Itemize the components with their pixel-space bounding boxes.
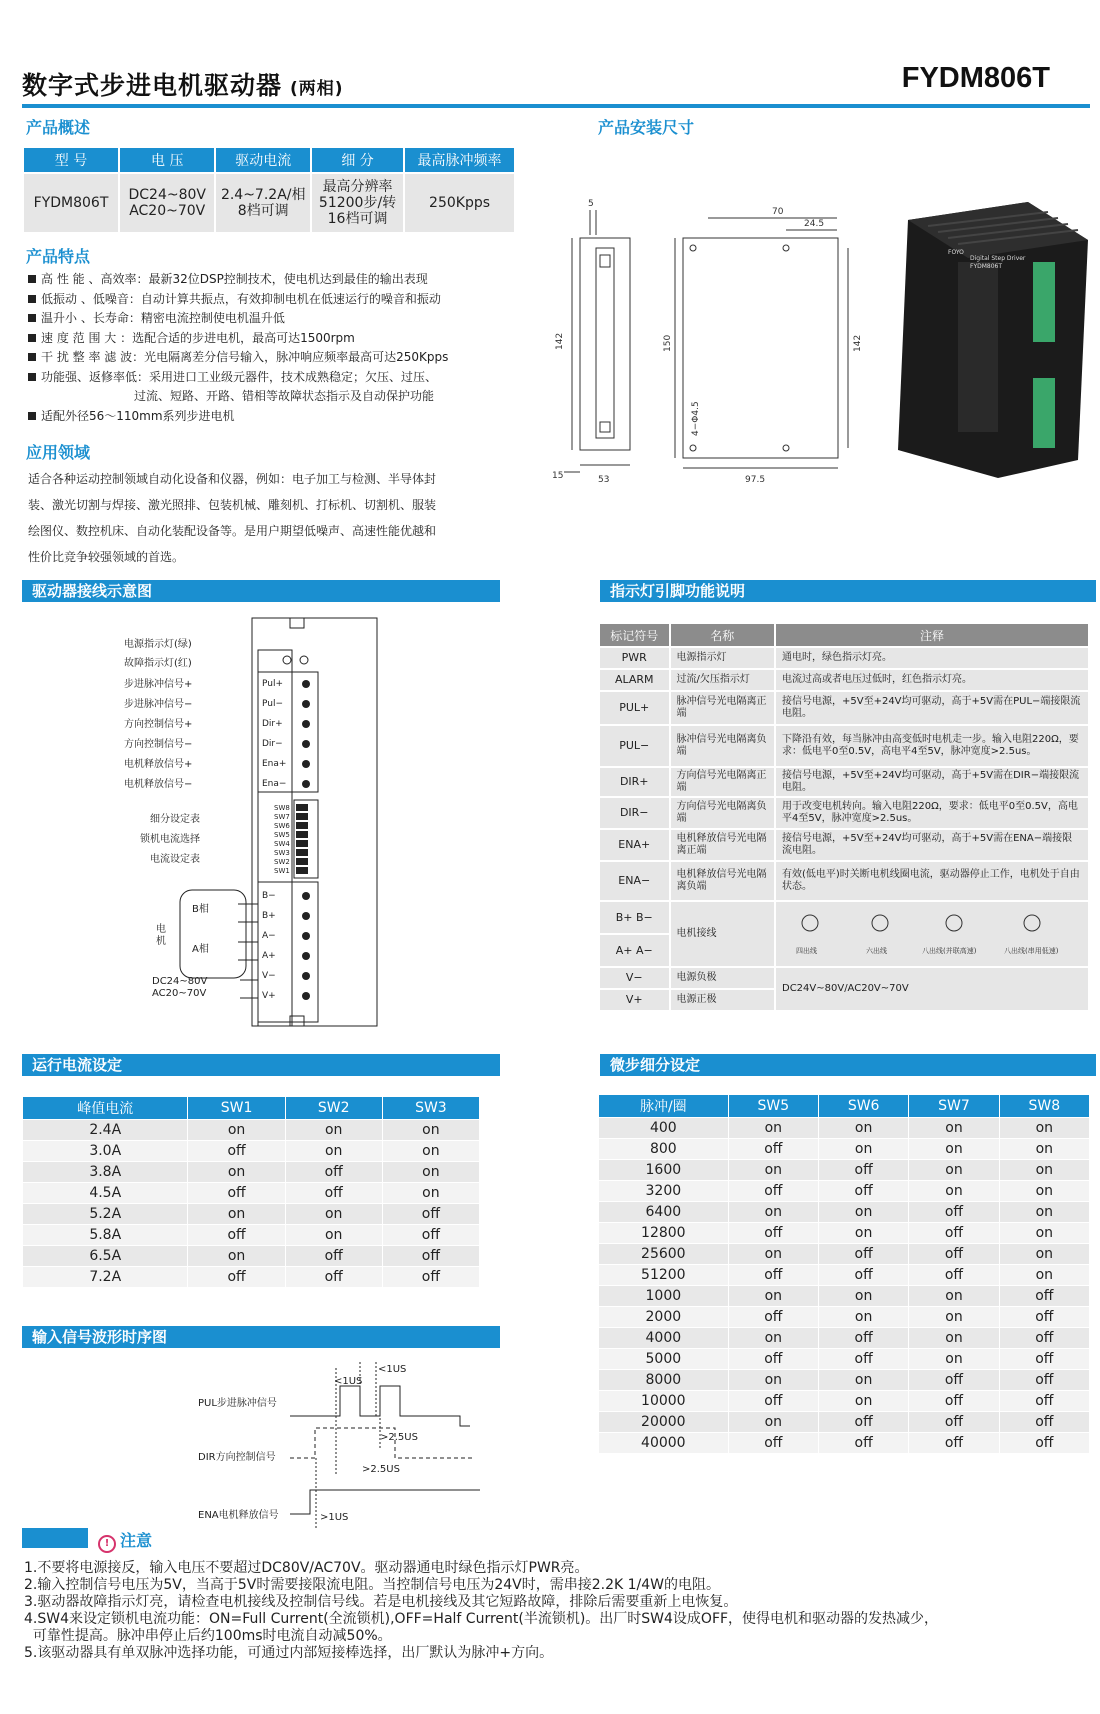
feature-item: 过流、短路、开路、错相等故障状态指示及自动保护功能 — [134, 389, 435, 403]
cell: on — [818, 1202, 908, 1223]
cell: on — [285, 1225, 382, 1246]
term-pul-minus: Pul− — [262, 699, 284, 709]
cell: off — [909, 1433, 999, 1454]
cell: on — [999, 1265, 1089, 1286]
page-title: 数字式步进电机驱动器 (两相) — [22, 71, 344, 100]
ind-col-note: 注释 — [775, 623, 1089, 647]
ind-symbol: ALARM — [599, 669, 670, 691]
ind-name: 电源负极 — [670, 967, 776, 989]
cell: on — [382, 1183, 479, 1204]
table-row — [599, 1349, 1090, 1370]
cell: off — [728, 1265, 818, 1286]
info-icon: ! — [98, 1535, 116, 1553]
cell: on — [818, 1286, 908, 1307]
ind-symbol: DIR+ — [599, 767, 670, 797]
cell: off — [728, 1181, 818, 1202]
ind-symbol: V− — [599, 967, 670, 989]
sw6-label: SW6 — [274, 822, 290, 830]
cell: 4.5A — [23, 1183, 188, 1204]
cell: on — [999, 1118, 1089, 1139]
cell: 3.8A — [23, 1162, 188, 1183]
feature-item: 干 扰 整 率 滤 波：光电隔离差分信号输入，脉冲响应频率最高可达250Kpps — [28, 348, 508, 368]
cell: 1000 — [599, 1286, 729, 1307]
feature-item: 适配外径56～110mm系列步进电机 — [28, 407, 508, 427]
cell-voltage: DC24~80V AC20~70V — [119, 173, 215, 233]
cell: on — [382, 1162, 479, 1183]
ind-symbol: DIR− — [599, 797, 670, 829]
label-motor-2: 机 — [156, 936, 166, 947]
cell: off — [999, 1433, 1089, 1454]
ind-symbol: B+ B− — [599, 901, 670, 934]
cell: on — [909, 1160, 999, 1181]
sw3-label: SW3 — [274, 849, 290, 857]
timing-heading: 输入信号波形时序图 — [22, 1326, 500, 1348]
cell: 8000 — [599, 1370, 729, 1391]
cur-col-peak: 峰值电流 — [23, 1097, 188, 1120]
cell: off — [999, 1349, 1089, 1370]
ind-col-symbol: 标记符号 — [599, 623, 670, 647]
table-row — [23, 1120, 480, 1141]
label-ena-plus: 电机释放信号+ — [124, 759, 193, 770]
cell: 6.5A — [23, 1246, 188, 1267]
motor-6-wire: 六出线 — [866, 947, 887, 955]
dim-5: 5 — [588, 199, 594, 209]
ind-note: 下降沿有效，每当脉冲由高变低时电机走一步。输入电阻220Ω，要求：低电平0至0.5V，高电平4至5V，脉冲宽度>2.5us。 — [775, 725, 1089, 767]
table-row — [599, 1118, 1090, 1139]
label-fault-led: 故障指示灯(红) — [124, 658, 192, 669]
motor-coil-icons — [782, 905, 1082, 959]
cell: off — [909, 1244, 999, 1265]
cell: off — [818, 1349, 908, 1370]
ind-note: 用于改变电机转向。输入电阻220Ω，要求：低电平0至0.5V，高电平4至5V，脉冲宽度>2.5us。 — [775, 797, 1089, 829]
label-b-phase: B相 — [192, 904, 209, 915]
indicator-table — [598, 622, 1090, 1012]
sw4-label: SW4 — [274, 840, 290, 848]
cell: on — [285, 1204, 382, 1225]
table-row — [23, 1204, 480, 1225]
timing-diagram — [180, 1358, 510, 1538]
cell: 4000 — [599, 1328, 729, 1349]
motor-wiring-icons — [775, 901, 1089, 967]
cell: off — [909, 1370, 999, 1391]
cur-col-sw3: SW3 — [382, 1097, 479, 1120]
timing-t2: <1US — [334, 1376, 363, 1387]
cell: off — [382, 1267, 479, 1288]
label-pwr-led: 电源指示灯(绿) — [124, 639, 192, 650]
notes-list — [24, 1560, 1084, 1662]
ind-note: 接信号电源，+5V至+24V均可驱动，高于+5V需在ENA−端接限流电阻。 — [775, 829, 1089, 861]
term-b-minus: B− — [262, 891, 276, 901]
cell: 6400 — [599, 1202, 729, 1223]
cell: off — [728, 1307, 818, 1328]
ind-name: 电机释放信号光电隔离正端 — [670, 829, 776, 861]
notes-heading: ! 注意 — [98, 1528, 152, 1553]
cell: on — [999, 1202, 1089, 1223]
ind-name: 方向信号光电隔离正端 — [670, 767, 776, 797]
cell: on — [728, 1328, 818, 1349]
cell: off — [818, 1160, 908, 1181]
cell: on — [818, 1307, 908, 1328]
cell: on — [728, 1202, 818, 1223]
sw5-label: SW5 — [274, 831, 290, 839]
cell: on — [728, 1412, 818, 1433]
mic-col-sw8: SW8 — [999, 1095, 1089, 1118]
cell: on — [909, 1139, 999, 1160]
ind-note: 有效(低电平)时关断电机线圈电流，驱动器停止工作，电机处于自由状态。 — [775, 861, 1089, 901]
cell: 2.4A — [23, 1120, 188, 1141]
cell: on — [382, 1120, 479, 1141]
ind-name: 电机接线 — [670, 901, 776, 967]
cell: 1600 — [599, 1160, 729, 1181]
ind-note: 电流过高或者电压过低时，红色指示灯亮。 — [775, 669, 1089, 691]
cell: 5000 — [599, 1349, 729, 1370]
motor-8-wire-parallel: 八出线(并联高速) — [922, 947, 977, 955]
timing-dir-label: DIR方向控制信号 — [198, 1452, 276, 1463]
label-motor-1: 电 — [156, 924, 166, 935]
current-heading: 运行电流设定 — [22, 1054, 500, 1076]
cell: off — [999, 1391, 1089, 1412]
timing-t4: >2.5US — [362, 1464, 400, 1475]
cell: off — [999, 1286, 1089, 1307]
term-v-minus: V− — [262, 971, 276, 981]
note-item: 2.输入控制信号电压为5V，当高于5V时需要接限流电阻。当控制信号电压为24V时，需串接2.2K 1/4W的电阻。 — [24, 1577, 720, 1593]
cell: off — [382, 1225, 479, 1246]
table-row — [599, 1307, 1090, 1328]
cell: on — [909, 1349, 999, 1370]
cell: off — [999, 1328, 1089, 1349]
cell: on — [909, 1118, 999, 1139]
cell: on — [999, 1160, 1089, 1181]
table-row — [599, 1244, 1090, 1265]
ind-symbol: ENA− — [599, 861, 670, 901]
cell: off — [382, 1246, 479, 1267]
cell: off — [999, 1370, 1089, 1391]
dimension-drawing — [550, 190, 880, 490]
dim-70: 70 — [772, 207, 784, 217]
col-model: 型 号 — [23, 147, 119, 173]
cell: off — [728, 1433, 818, 1454]
dim-53: 53 — [598, 475, 610, 485]
cell: on — [382, 1141, 479, 1162]
ind-note: 接信号电源，+5V至+24V均可驱动，高于+5V需在DIR−端接限流电阻。 — [775, 767, 1089, 797]
sw8-label: SW8 — [274, 804, 290, 812]
dim-97-5: 97.5 — [745, 475, 766, 485]
wiring-heading: 驱动器接线示意图 — [22, 580, 500, 602]
table-row — [23, 1141, 480, 1162]
cell: 51200 — [599, 1265, 729, 1286]
ind-note: 通电时，绿色指示灯亮。 — [775, 647, 1089, 669]
cell: 5.2A — [23, 1204, 188, 1225]
cell: off — [285, 1162, 382, 1183]
cell-freq: 250Kpps — [404, 173, 515, 233]
cell: off — [818, 1412, 908, 1433]
header-divider — [22, 104, 1090, 108]
timing-pul-label: PUL步进脉冲信号 — [198, 1398, 277, 1409]
cell: on — [999, 1244, 1089, 1265]
cell: 5.8A — [23, 1225, 188, 1246]
cell: off — [818, 1328, 908, 1349]
feature-item: 高 性 能 、高效率：最新32位DSP控制技术，使电机达到最佳的输出表现 — [28, 270, 508, 290]
sw2-label: SW2 — [274, 858, 290, 866]
cell: on — [909, 1307, 999, 1328]
table-row — [23, 1225, 480, 1246]
cell: 40000 — [599, 1433, 729, 1454]
cur-col-sw2: SW2 — [285, 1097, 382, 1120]
table-row — [599, 1139, 1090, 1160]
cell: off — [818, 1265, 908, 1286]
cell: on — [818, 1139, 908, 1160]
term-ena-plus: Ena+ — [262, 759, 287, 769]
cell: on — [999, 1181, 1089, 1202]
mic-col-sw7: SW7 — [909, 1095, 999, 1118]
dim-15: 15 — [552, 471, 564, 481]
install-heading: 产品安装尺寸 — [598, 118, 695, 137]
cell: 800 — [599, 1139, 729, 1160]
cell: off — [188, 1225, 285, 1246]
cell: on — [999, 1139, 1089, 1160]
term-a-plus: A+ — [262, 951, 276, 961]
label-current-table: 电流设定表 — [150, 854, 200, 865]
ind-symbol: A+ A− — [599, 934, 670, 967]
cell: off — [728, 1223, 818, 1244]
ind-name: 电源指示灯 — [670, 647, 776, 669]
cell: 400 — [599, 1118, 729, 1139]
power-note: DC24V~80V/AC20V~70V — [775, 967, 1089, 1011]
cell: on — [909, 1286, 999, 1307]
feature-item: 温升小 、长寿命：精密电流控制使电机温升低 — [28, 309, 508, 329]
cell: on — [999, 1223, 1089, 1244]
table-row — [599, 1412, 1090, 1433]
col-voltage: 电 压 — [119, 147, 215, 173]
col-freq: 最高脉冲频率 — [404, 147, 515, 173]
notes-bar — [22, 1528, 88, 1548]
table-row — [23, 1183, 480, 1204]
device-brand: FOYO — [948, 249, 964, 256]
table-row — [599, 1202, 1090, 1223]
cell: 3.0A — [23, 1141, 188, 1162]
app-line: 装、激光切割与焊接、激光照排、包装机械、雕刻机、打标机、切割机、服装 — [28, 498, 437, 512]
table-row — [599, 1391, 1090, 1412]
cell: on — [728, 1286, 818, 1307]
table-row — [23, 1246, 480, 1267]
label-ac: AC20~70V — [152, 988, 207, 999]
cell: off — [818, 1433, 908, 1454]
ind-col-name: 名称 — [670, 623, 776, 647]
cell: off — [909, 1391, 999, 1412]
motor-8-wire-series: 八出线(串用低速) — [1004, 947, 1059, 955]
cell: off — [999, 1412, 1089, 1433]
cell: off — [728, 1391, 818, 1412]
cell: off — [818, 1244, 908, 1265]
cell: off — [382, 1204, 479, 1225]
cell: off — [188, 1267, 285, 1288]
label-microstep-table: 细分设定表 — [150, 814, 200, 825]
table-row — [599, 1223, 1090, 1244]
micro-heading: 微步细分设定 — [600, 1054, 1096, 1076]
label-dir-plus: 方向控制信号+ — [124, 719, 193, 730]
timing-ena-label: ENA电机释放信号 — [198, 1510, 279, 1521]
cell: on — [818, 1370, 908, 1391]
label-dir-minus: 方向控制信号− — [124, 739, 193, 750]
cell: on — [909, 1181, 999, 1202]
cell: on — [188, 1204, 285, 1225]
table-row — [599, 1181, 1090, 1202]
ind-name: 电机释放信号光电隔离负端 — [670, 861, 776, 901]
term-dir-minus: Dir− — [262, 739, 283, 749]
cell: 2000 — [599, 1307, 729, 1328]
feature-item: 功能强、返修率低：采用进口工业级元器件，技术成熟稳定；欠压、过压、 — [28, 368, 508, 388]
label-pul-plus: 步进脉冲信号+ — [124, 679, 193, 690]
cell-model: FYDM806T — [23, 173, 119, 233]
timing-t1: <1US — [378, 1364, 407, 1375]
col-microstep: 细 分 — [311, 147, 404, 173]
app-line: 绘图仪、数控机床、自动化装配设备等。是用户期望低噪声、高速性能优越和 — [28, 524, 437, 538]
sw7-label: SW7 — [274, 813, 290, 821]
cell: off — [909, 1265, 999, 1286]
ind-name: 脉冲信号光电隔离负端 — [670, 725, 776, 767]
cell: on — [188, 1246, 285, 1267]
label-dc: DC24~80V — [152, 976, 208, 987]
note-item: 3.驱动器故障指示灯亮，请检查电机接线及控制信号线。若是电机接线及其它短路故障，排除后需要重新上电恢复。 — [24, 1594, 738, 1610]
dim-150: 150 — [663, 334, 673, 352]
cell: on — [728, 1160, 818, 1181]
sw1-label: SW1 — [274, 867, 290, 875]
table-row — [599, 1328, 1090, 1349]
mic-col-sw6: SW6 — [818, 1095, 908, 1118]
ind-name: 方向信号光电隔离负端 — [670, 797, 776, 829]
ind-name: 电源正极 — [670, 989, 776, 1011]
cell: on — [818, 1391, 908, 1412]
current-table — [22, 1096, 480, 1288]
indicators-heading: 指示灯引脚功能说明 — [600, 580, 1096, 602]
cell: 12800 — [599, 1223, 729, 1244]
cell: off — [909, 1223, 999, 1244]
ind-symbol: ENA+ — [599, 829, 670, 861]
wiring-diagram — [120, 612, 420, 1032]
cell: on — [285, 1120, 382, 1141]
ind-name: 过流/欠压指示灯 — [670, 669, 776, 691]
cell: on — [909, 1328, 999, 1349]
model-title: FYDM806T — [901, 62, 1050, 94]
feature-item: 速 度 范 围 大 ：选配合适的步进电机，最高可达1500rpm — [28, 329, 508, 349]
cell-current: 2.4~7.2A/相 8档可调 — [215, 173, 311, 233]
motor-4-wire: 四出线 — [796, 947, 817, 955]
cell: on — [818, 1223, 908, 1244]
ind-name: 脉冲信号光电隔离正端 — [670, 691, 776, 725]
timing-t3: >2.5US — [380, 1432, 418, 1443]
label-pul-minus: 步进脉冲信号− — [124, 699, 193, 710]
table-row — [599, 1433, 1090, 1454]
dim-24-5: 24.5 — [804, 219, 825, 229]
features-heading: 产品特点 — [26, 247, 91, 266]
app-line: 适合各种运动控制领域自动化设备和仪器，例如：电子加工与检测、半导体封 — [28, 472, 437, 486]
cell: on — [728, 1118, 818, 1139]
mic-col-pulse: 脉冲/圈 — [599, 1095, 729, 1118]
term-v-plus: V+ — [262, 991, 276, 1001]
cell: off — [999, 1307, 1089, 1328]
micro-table — [598, 1094, 1090, 1454]
ind-note: 接信号电源，+5V至+24V均可驱动，高于+5V需在PUL−端接限流电阻。 — [775, 691, 1089, 725]
cell: on — [188, 1120, 285, 1141]
table-row — [599, 1370, 1090, 1391]
table-row — [599, 1160, 1090, 1181]
note-item: 5.该驱动器具有单双脉冲选择功能，可通过内部短接棒选择，出厂默认为脉冲+方向。 — [24, 1645, 554, 1661]
col-current: 驱动电流 — [215, 147, 311, 173]
label-a-phase: A相 — [192, 944, 209, 955]
application-heading: 应用领域 — [26, 443, 91, 462]
cell: off — [188, 1141, 285, 1162]
table-row — [599, 1286, 1090, 1307]
ind-symbol: PUL+ — [599, 691, 670, 725]
cell: off — [285, 1183, 382, 1204]
cell: off — [909, 1202, 999, 1223]
overview-heading: 产品概述 — [26, 118, 91, 137]
cell: 3200 — [599, 1181, 729, 1202]
cell: 10000 — [599, 1391, 729, 1412]
cell: on — [728, 1244, 818, 1265]
cell: off — [909, 1412, 999, 1433]
ind-symbol: PWR — [599, 647, 670, 669]
table-row — [23, 1162, 480, 1183]
term-dir-plus: Dir+ — [262, 719, 283, 729]
application-text — [28, 466, 508, 570]
note-item: 可靠性提高。脉冲串停止后约100ms时电流自动减50%。 — [24, 1628, 392, 1644]
term-a-minus: A− — [262, 931, 276, 941]
cur-col-sw1: SW1 — [188, 1097, 285, 1120]
term-pul-plus: Pul+ — [262, 679, 284, 689]
dim-hole: 4−Φ4.5 — [691, 401, 701, 436]
overview-table — [22, 146, 516, 234]
cell: off — [285, 1246, 382, 1267]
cell: off — [818, 1181, 908, 1202]
cell: off — [728, 1349, 818, 1370]
cell: on — [188, 1162, 285, 1183]
note-item: 4.SW4来设定锁机电流功能：ON=Full Current(全流锁机),OFF=Half Current(半流锁机)。出厂时SW4设成OFF，使得电机和驱动器的发热减少， — [24, 1611, 939, 1627]
device-name: Digital Step Driver — [970, 255, 1026, 262]
device-photo — [878, 200, 1093, 480]
table-row — [599, 1265, 1090, 1286]
device-model: FYDM806T — [970, 263, 1003, 270]
ind-symbol: V+ — [599, 989, 670, 1011]
label-lock-current: 锁机电流选择 — [140, 834, 200, 845]
app-line: 性价比竞争较强领域的首选。 — [28, 550, 185, 564]
cell: 20000 — [599, 1412, 729, 1433]
ind-symbol: PUL− — [599, 725, 670, 767]
cell: on — [818, 1118, 908, 1139]
cell: 25600 — [599, 1244, 729, 1265]
timing-t5: >1US — [320, 1512, 349, 1523]
cell: 7.2A — [23, 1267, 188, 1288]
cell: off — [285, 1267, 382, 1288]
dim-142b: 142 — [853, 334, 863, 352]
table-row — [23, 1267, 480, 1288]
cell: on — [728, 1370, 818, 1391]
mic-col-sw5: SW5 — [728, 1095, 818, 1118]
label-ena-minus: 电机释放信号− — [124, 779, 193, 790]
cell: off — [728, 1139, 818, 1160]
features-list — [28, 270, 508, 426]
term-b-plus: B+ — [262, 911, 276, 921]
feature-item: 低振动 、低噪音：自动计算共振点，有效抑制电机在低速运行的噪音和振动 — [28, 290, 508, 310]
note-item: 1.不要将电源接反，输入电压不要超过DC80V/AC70V。驱动器通电时绿色指示灯PWR亮。 — [24, 1560, 589, 1576]
cell: on — [285, 1141, 382, 1162]
cell-microstep: 最高分辨率 51200步/转 16档可调 — [311, 173, 404, 233]
term-ena-minus: Ena− — [262, 779, 287, 789]
cell: off — [188, 1183, 285, 1204]
dim-142a: 142 — [555, 332, 565, 350]
